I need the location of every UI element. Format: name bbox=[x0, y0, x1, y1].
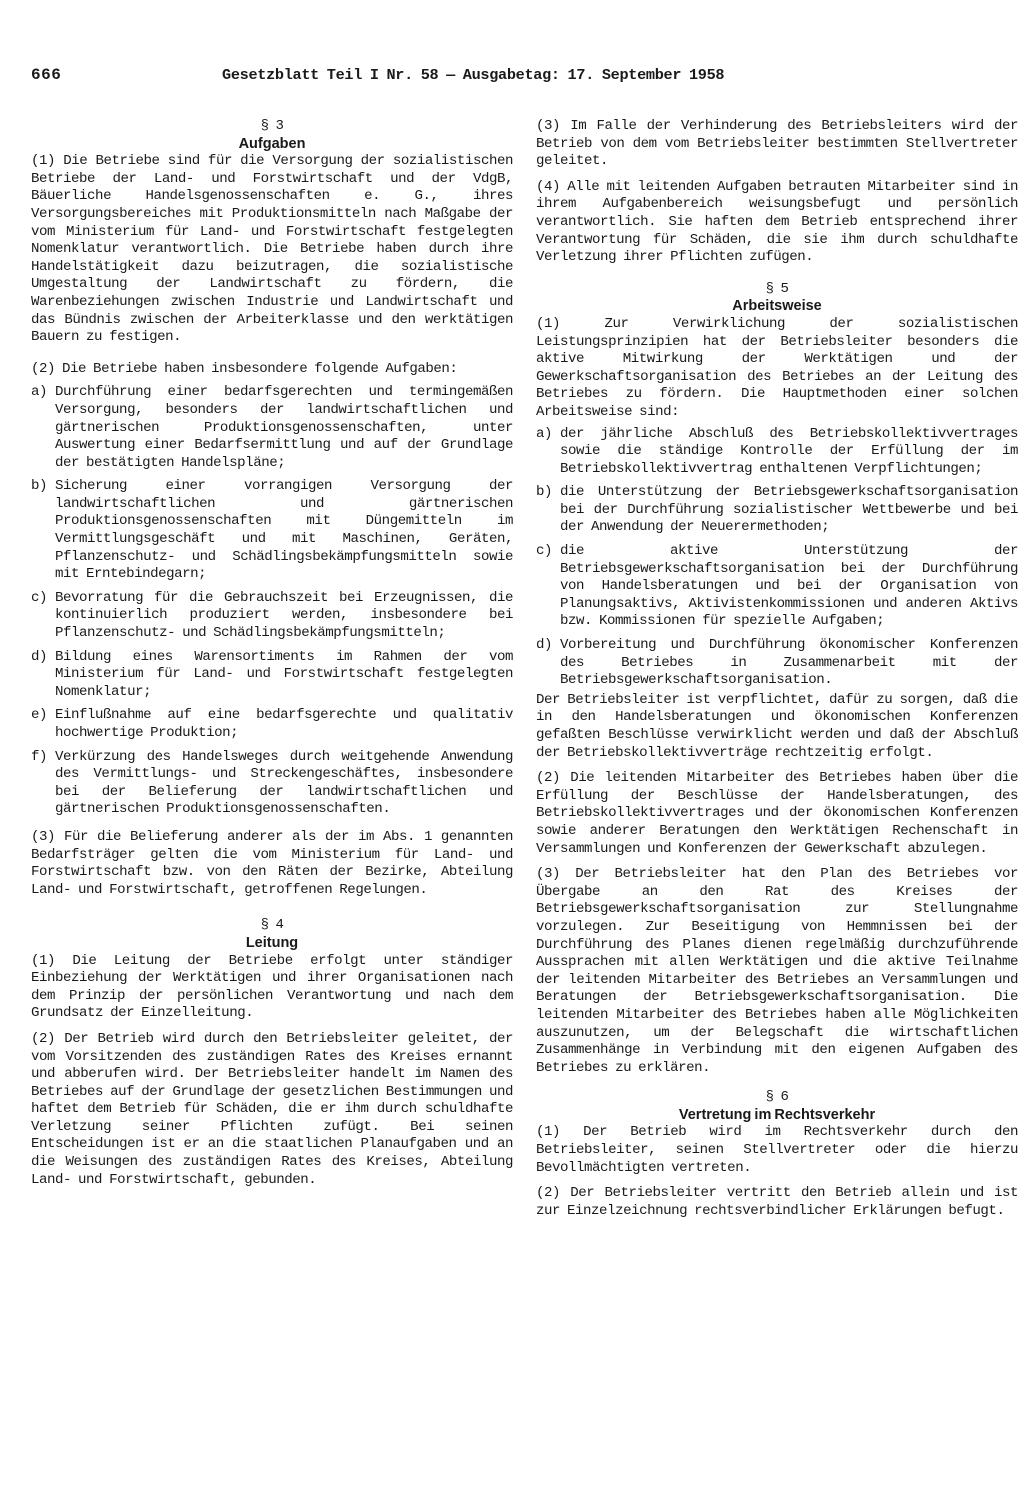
list-item-text: Bevorratung für die Gebrauchszeit bei Erzeugnissen, die kontinuierlich produziert werden, insbesondere bei Pflanzenschutz- und Schädlingsbekämpfungsmitteln; bbox=[55, 589, 513, 642]
section-4-heading bbox=[31, 917, 513, 952]
section-title: Vertretung im Rechtsverkehr bbox=[678, 1106, 876, 1123]
list-item bbox=[536, 543, 1018, 631]
list-item-label: c) bbox=[31, 589, 48, 606]
list-item bbox=[31, 590, 513, 643]
list-item bbox=[536, 426, 1018, 479]
list-item-text: Verkürzung des Handelsweges durch weitgehende Anwendung des Vermittlungs- und Streckengeschäftes, insbesondere bei der Belieferung der landwirtschaftlichen und gärtnerischen Produktionsgenossenschaften. bbox=[55, 748, 513, 818]
paragraph: (2) Der Betrieb wird durch den Betriebsleiter geleitet, der vom Vorsitzenden des zuständigen Rates des Kreises ernannt und abberufen wird. Der Betriebsleiter handelt im Namen des Betriebes auf der Grundlage der gesetzlichen Bestimmungen und haftet dem Betrieb für Schäden, die er ihm durch schuldhafte Verletzung seiner Pflichten zufügt. Bei seinen Entscheidungen ist er an die staatlichen Planaufgaben und an die Weisungen des zuständigen Rates des Kreises, Abteilung Land- und Forstwirtschaft, gebunden. bbox=[31, 1030, 513, 1188]
section-number: § 3 bbox=[260, 118, 284, 134]
section-number: § 6 bbox=[765, 1089, 789, 1106]
paragraph: (2) Der Betriebsleiter vertritt den Betrieb allein und ist zur Einzelzeichnung rechtsverbindlicher Erklärungen befugt. bbox=[536, 1185, 1018, 1219]
paragraph: (3) Für die Belieferung anderer als der im Abs. 1 genannten Bedarfsträger gelten die vom Ministerium für Land- und Forstwirtschaft bzw. von den Räten der Bezirke, Abteilung Land- und Forstwirtschaft, getroffenen Regelungen. bbox=[31, 828, 513, 898]
list-item bbox=[31, 707, 513, 742]
list-item-label: e) bbox=[31, 707, 48, 724]
list-item bbox=[31, 649, 513, 702]
list-item-label: f) bbox=[31, 748, 48, 765]
section-number: § 5 bbox=[765, 280, 789, 297]
list-item-label: d) bbox=[31, 648, 48, 665]
page-header bbox=[0, 66, 1024, 92]
list-item bbox=[31, 749, 513, 819]
list-item bbox=[31, 384, 513, 472]
paragraph: (3) Der Betriebsleiter hat den Plan des Betriebes vor Übergabe an den Rat des Kreises der Betriebsgewerkschaftsorganisation zur Stellungnahme vorzulegen. Zur Beseitigung von Hemmnissen bei der Durchführung des Planes dienen regelmäßig durchzuführende Aussprachen mit allen Werktätigen und die aktive Teilnahme der leitenden Mitarbeiter des Betriebes an Versammlungen und Beratungen der Betriebsgewerkschaftsorganisation. Die leitenden Mitarbeiter des Betriebes haben alle Möglichkeiten auszunutzen, um der Belegschaft die wirtschaftlichen Zusammenhänge in Verbindung mit den eigenen Aufgaben des Betriebes zu erklären. bbox=[536, 866, 1018, 1076]
right-column bbox=[536, 118, 1018, 1228]
list-item-text: die Unterstützung der Betriebsgewerkschaftsorganisation bei der Durchführung sozialistischer Wettbewerbe und bei der Anwendung der Neuerermethoden; bbox=[560, 484, 1018, 536]
paragraph: (1) Zur Verwirklichung der sozialistischen Leistungsprinzipien hat der Betriebsleiter besonders die aktive Mitwirkung der Werktätigen und der Gewerkschaftsorganisation des Betriebes an der Leitung des Betriebes zu fördern. Die Hauptmethoden einer solchen Arbeitsweise sind: bbox=[536, 315, 1018, 420]
list-item-label: c) bbox=[536, 543, 553, 560]
paragraph: Der Betriebsleiter ist verpflichtet, dafür zu sorgen, daß die in den Handelsberatungen und ökonomischen Konferenzen gefaßten Beschlüsse verwirklicht werden und daß der Abschluß der Betriebskollektivverträge rechtzeitig erfolgt. bbox=[536, 691, 1018, 761]
paragraph: (3) Im Falle der Verhinderung des Betriebsleiters wird der Betrieb von dem vom Betriebsleiter bestimmten Stellvertreter geleitet. bbox=[536, 118, 1018, 170]
list-item-label: b) bbox=[31, 478, 48, 495]
section-title: Leitung bbox=[245, 934, 299, 951]
paragraph: (2) Die Betriebe haben insbesondere folgende Aufgaben: bbox=[31, 360, 458, 377]
running-title: Gesetzblatt Teil I Nr. 58 — Ausgabetag: 17. September 1958 bbox=[222, 66, 725, 84]
list-item-label: a) bbox=[536, 425, 553, 442]
list-item-text: Bildung eines Warensortiments im Rahmen der vom Ministerium für Land- und Forstwirtschaft festgelegten Nomenklatur; bbox=[55, 648, 513, 700]
section-title: Arbeitsweise bbox=[732, 298, 822, 315]
section-title: Aufgaben bbox=[238, 135, 306, 152]
list-item-label: d) bbox=[536, 637, 553, 654]
list-item-label: b) bbox=[536, 484, 553, 501]
list-item bbox=[536, 484, 1018, 537]
paragraph: (1) Die Leitung der Betriebe erfolgt unter ständiger Einbeziehung der Werktätigen und ihrer Organisationen nach dem Prinzip der persönlichen Verantwortung und nach dem Grundsatz der Einzelleitung. bbox=[31, 952, 513, 1022]
paragraph: (1) Der Betrieb wird im Rechtsverkehr durch den Betriebsleiter, seinen Stellvertreter oder die hierzu Bevollmächtigten vertreten. bbox=[536, 1124, 1018, 1176]
list-item-text: Vorbereitung und Durchführung ökonomischer Konferenzen des Betriebes in Zusammenarbeit mit der Betriebsgewerkschaftsorganisation. bbox=[560, 637, 1018, 689]
list-item-text: Durchführung einer bedarfsgerechten und termingemäßen Versorgung, besonders der landwirtschaftlichen und gärtnerischen Produktionsgenossenschaften, unter Auswertung einer Bedarfsermittlung und auf der Grundlage der bestätigten Handelspläne; bbox=[55, 384, 513, 471]
list-item-text: die aktive Unterstützung der Betriebsgewerkschaftsorganisation bei der Durchführung von Handelsberatungen und bei der Organisation von Planungsaktivs, Aktivistenkommissionen und anderen Aktivs bzw. Kommissionen für spezielle Aufgaben; bbox=[560, 543, 1018, 630]
paragraph: (4) Alle mit leitenden Aufgaben betrauten Mitarbeiter sind in ihrem Aufgabenbereich weisungsbefugt und persönlich verantwortlich. Sie haften dem Betrieb entsprechend ihrer Verantwortung für Schäden, die sie ihm durch schuldhafte Verletzung ihrer Pflichten zufügen. bbox=[536, 178, 1018, 266]
section-6-heading bbox=[536, 1089, 1018, 1124]
list-item-label: a) bbox=[31, 384, 48, 401]
page-number: 666 bbox=[31, 66, 62, 84]
list-item bbox=[31, 478, 513, 584]
list-item bbox=[536, 637, 1018, 690]
left-column bbox=[31, 118, 513, 1197]
section-number: § 4 bbox=[260, 917, 284, 934]
paragraph: (2) Die leitenden Mitarbeiter des Betriebes haben über die Erfüllung der Beschlüsse der Handelsberatungen, des Betriebskollektivvertrages und der ökonomischen Konferenzen sowie anderer Beratungen den Werktätigen Rechenschaft in Versammlungen und Konferenzen der Gewerkschaft abzulegen. bbox=[536, 770, 1018, 857]
list-item-text: der jährliche Abschluß des Betriebskollektivvertrages sowie die ständige Kontrolle der Erfüllung der im Betriebskollektivvertrag enthaltenen Verpflichtungen; bbox=[560, 425, 1018, 477]
paragraph: (1) Die Betriebe sind für die Versorgung der sozialistischen Betriebe der Land- und Forstwirtschaft und der VdgB, Bäuerliche Handelsgenossenschaften e. G., ihres Versorgungsbereiches mit Produktionsmitteln nach Maßgabe der vom Ministerium für Land- und Forstwirtschaft festgelegten Nomenklatur verantwortlich. Die Betriebe haben durch ihre Handelstätigkeit dazu beizutragen, die sozialistische Umgestaltung der Landwirtschaft zu fördern, die Warenbeziehungen zwischen Industrie und Landwirtschaft und das Bündnis zwischen der Arbeiterklasse und den werktätigen Bauern zu festigen. bbox=[31, 153, 513, 346]
list-item-text: Einflußnahme auf eine bedarfsgerechte und qualitativ hochwertige Produktion; bbox=[55, 707, 513, 741]
section-3-heading bbox=[31, 118, 513, 153]
section-5-heading bbox=[536, 281, 1018, 316]
list-item-text: Sicherung einer vorrangigen Versorgung der landwirtschaftlichen und gärtnerischen Produktionsgenossenschaften mit Düngemitteln im Vermittlungsgeschäft und mit Maschinen, Geräten, Pflanzenschutz- und Schädlingsbekämpfungsmitteln sowie mit Erntebindegarn; bbox=[55, 478, 513, 583]
